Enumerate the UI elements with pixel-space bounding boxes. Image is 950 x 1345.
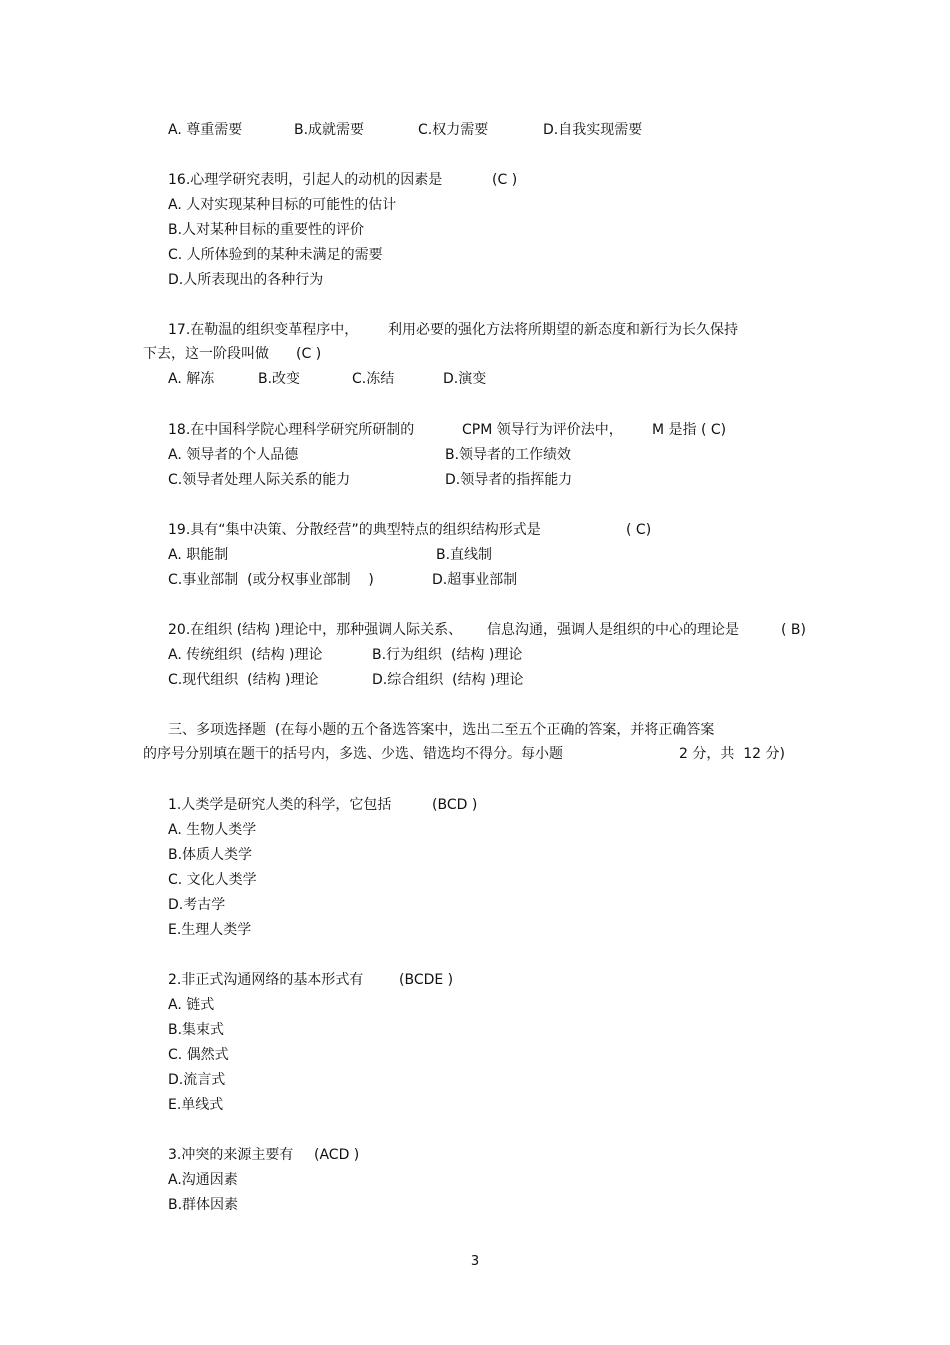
- text-line-10-0: A. 领导者的个人品德: [168, 447, 299, 463]
- text-line-19-1: 2 分，共 12 分): [679, 746, 785, 762]
- text-line-0-0: A. 尊重需要: [168, 122, 243, 138]
- text-line-31-0: E.单线式: [168, 1097, 224, 1113]
- text-line-8-0: A. 解冻: [168, 371, 215, 387]
- text-line-12-0: 19.具有“集中决策、分散经营”的典型特点的组织结构形式是: [168, 522, 541, 538]
- text-line-6-0: 17.在勒温的组织变革程序中，: [168, 322, 359, 338]
- text-line-19-0: 的序号分别填在题干的括号内，多选、少选、错选均不得分。每小题: [143, 746, 563, 762]
- text-line-15-1: 信息沟通，强调人是组织的中心的理论是: [487, 622, 739, 638]
- text-line-24-0: D.考古学: [168, 897, 226, 913]
- text-line-17-0: C.现代组织 (结构 )理论: [168, 672, 319, 688]
- text-line-28-0: B.集束式: [168, 1022, 225, 1038]
- text-line-16-0: A. 传统组织 (结构 )理论: [168, 647, 323, 663]
- text-line-15-0: 20.在组织 (结构 )理论中，那种强调人际关系、: [168, 622, 463, 638]
- text-line-18-0: 三、多项选择题 (在每小题的五个备选答案中，选出二至五个正确的答案，并将正确答案: [168, 722, 715, 738]
- text-line-10-1: B.领导者的工作绩效: [445, 447, 572, 463]
- text-line-34-0: B.群体因素: [168, 1197, 239, 1213]
- text-line-7-1: (C ): [296, 346, 322, 362]
- text-line-17-1: D.综合组织 (结构 )理论: [372, 672, 524, 688]
- text-line-16-1: B.行为组织 (结构 )理论: [372, 647, 523, 663]
- text-line-20-0: 1.人类学是研究人类的科学，它包括: [168, 797, 392, 813]
- text-line-2-0: A. 人对实现某种目标的可能性的估计: [168, 197, 397, 213]
- text-line-7-0: 下去，这一阶段叫做: [143, 346, 269, 362]
- text-line-0-3: D.自我实现需要: [543, 122, 643, 138]
- text-line-5-0: D.人所表现出的各种行为: [168, 272, 324, 288]
- text-line-13-1: B.直线制: [436, 547, 493, 563]
- text-line-32-1: (ACD ): [314, 1147, 360, 1163]
- text-line-20-1: (BCD ): [432, 797, 478, 813]
- text-line-9-2: M 是指 ( C): [652, 422, 727, 438]
- text-line-21-0: A. 生物人类学: [168, 822, 257, 838]
- text-line-33-0: A.沟通因素: [168, 1172, 238, 1188]
- text-line-27-0: A. 链式: [168, 997, 215, 1013]
- text-line-23-0: C. 文化人类学: [168, 872, 257, 888]
- text-line-14-1: D.超事业部制: [432, 572, 518, 588]
- text-line-15-2: ( B): [781, 622, 806, 638]
- text-line-6-1: 利用必要的强化方法将所期望的新态度和新行为长久保持: [388, 322, 738, 338]
- text-line-12-1: ( C): [626, 522, 652, 538]
- text-line-1-0: 16.心理学研究表明，引起人的动机的因素是: [168, 172, 443, 188]
- text-line-26-0: 2.非正式沟通网络的基本形式有: [168, 972, 364, 988]
- text-line-0-2: C.权力需要: [418, 122, 489, 138]
- text-line-8-2: C.冻结: [352, 371, 395, 387]
- text-line-0-1: B.成就需要: [294, 122, 365, 138]
- text-line-9-0: 18.在中国科学院心理科学研究所研制的: [168, 422, 415, 438]
- text-line-11-0: C.领导者处理人际关系的能力: [168, 472, 351, 488]
- text-line-25-0: E.生理人类学: [168, 922, 252, 938]
- text-line-30-0: D.流言式: [168, 1072, 226, 1088]
- text-line-13-0: A. 职能制: [168, 547, 229, 563]
- text-line-22-0: B.体质人类学: [168, 847, 253, 863]
- page-number: 3: [470, 1254, 480, 1269]
- text-line-32-0: 3.冲突的来源主要有: [168, 1147, 294, 1163]
- text-line-11-1: D.领导者的指挥能力: [445, 472, 573, 488]
- text-line-29-0: C. 偶然式: [168, 1047, 229, 1063]
- text-line-9-1: CPM 领导行为评价法中，: [462, 422, 623, 438]
- text-line-14-0: C.事业部制 (或分权事业部制 ): [168, 572, 374, 588]
- text-line-8-3: D.演变: [443, 371, 487, 387]
- text-line-3-0: B.人对某种目标的重要性的评价: [168, 222, 365, 238]
- text-line-4-0: C. 人所体验到的某种未满足的需要: [168, 247, 383, 263]
- text-line-26-1: (BCDE ): [399, 972, 454, 988]
- text-line-1-1: (C ): [492, 172, 518, 188]
- text-line-8-1: B.改变: [258, 371, 301, 387]
